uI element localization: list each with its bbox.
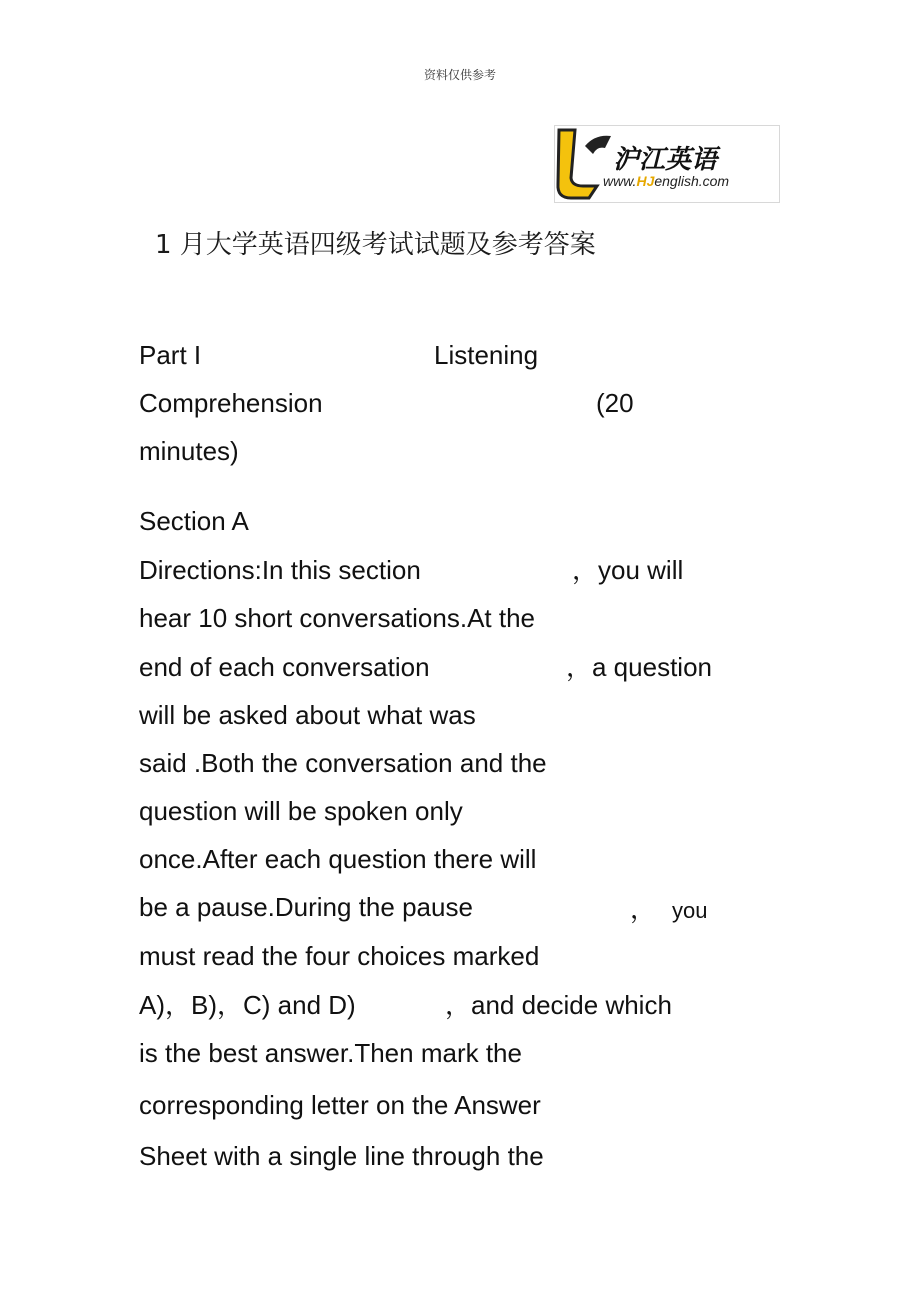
logo-url-suffix: english.com (654, 173, 730, 189)
directions-line-12: corresponding letter on the Answer (139, 1090, 541, 1120)
logo-brand-text: 沪江英语 (613, 145, 718, 175)
logo-url (603, 173, 729, 189)
directions-line-7: once.After each question there will (139, 844, 537, 874)
directions-line-10b: ，and decide which (445, 990, 672, 1020)
section-heading: Section A (139, 506, 249, 536)
part-duration-b: minutes) (139, 436, 239, 466)
hjenglish-logo (554, 125, 780, 203)
logo-url-brand: HJ (636, 173, 655, 189)
directions-line-9: must read the four choices marked (139, 941, 540, 971)
directions-line-8b: ， (630, 894, 657, 924)
document-title: 1 月大学英语四级考试试题及参考答案 (155, 230, 596, 260)
part-label: Part I (139, 340, 202, 370)
directions-line-11: is the best answer.Then mark the (139, 1038, 522, 1068)
part-duration-a: (20 (596, 388, 634, 418)
directions-line-2: hear 10 short conversations.At the (139, 603, 536, 633)
directions-line-3b: ，a question (566, 652, 712, 682)
directions-line-8c: you (672, 898, 708, 923)
directions-line-1a: Directions:In this section (139, 555, 421, 585)
part-heading-comprehension: Comprehension (139, 388, 323, 418)
directions-line-4: will be asked about what was (139, 700, 476, 730)
part-heading-listening: Listening (434, 340, 539, 370)
directions-line-3a: end of each conversation (139, 652, 430, 682)
directions-line-5: said .Both the conversation and the (139, 748, 547, 778)
directions-line-1b: ，you will (572, 555, 684, 585)
directions-line-13: Sheet with a single line through the (139, 1141, 544, 1171)
hjenglish-logo-graphic (555, 126, 779, 202)
directions-line-10a: A)，B)，C) and D) (139, 990, 356, 1020)
logo-url-prefix: www. (603, 173, 637, 189)
directions-line-6: question will be spoken only (139, 796, 463, 826)
page-header-note: 资料仅供参考 (423, 68, 496, 82)
directions-line-8a: be a pause.During the pause (139, 892, 473, 922)
